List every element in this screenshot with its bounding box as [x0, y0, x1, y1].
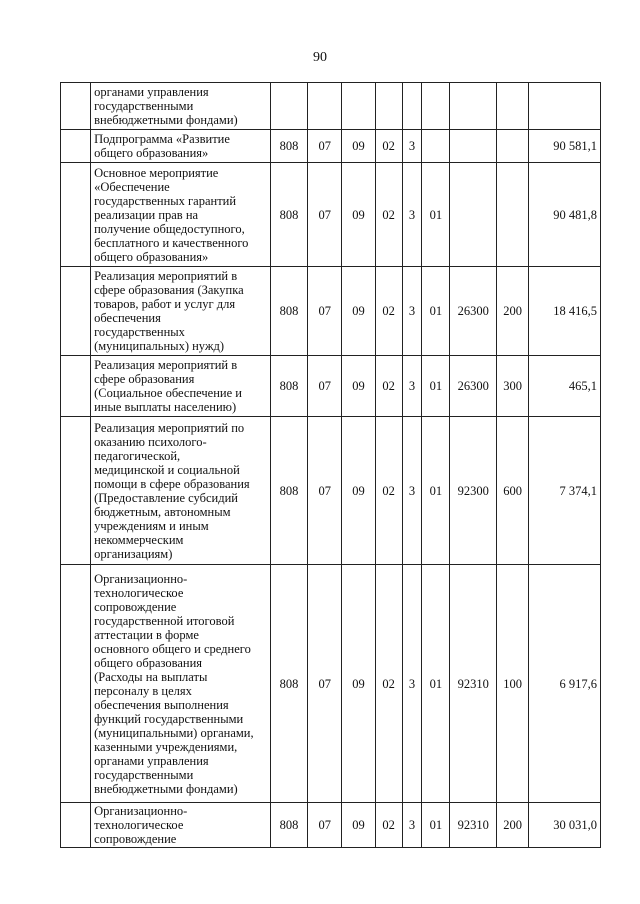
expense-type-cell — [497, 163, 529, 267]
table-row — [61, 803, 601, 848]
ministry-code-cell: 808 — [270, 803, 307, 848]
direction-code-cell: 92300 — [450, 417, 497, 565]
item-name-cell: Организационно- технологическое сопровождение государственной итоговой аттестации в форме основного общего и среднего общего образования (Расходы на выплаты персоналу в целях обеспечения выполнения функций государственными (муниципальными) органами, казенными учреждениями, органами управления государственными внебюджетными фондами) — [91, 565, 271, 803]
activity-code-cell: 01 — [422, 163, 450, 267]
subprogram-code-cell: 3 — [402, 803, 422, 848]
subprogram-code-cell: 3 — [402, 267, 422, 356]
activity-code-cell: 01 — [422, 267, 450, 356]
direction-code-cell: 26300 — [450, 356, 497, 417]
ministry-code-cell: 808 — [270, 417, 307, 565]
activity-code-cell: 01 — [422, 356, 450, 417]
row-spacer-cell — [61, 803, 91, 848]
table-row — [61, 130, 601, 163]
ministry-code-cell: 808 — [270, 163, 307, 267]
subprogram-code-cell: 3 — [402, 565, 422, 803]
program-code-cell: 02 — [375, 267, 402, 356]
direction-code-cell — [450, 83, 497, 130]
subsection-code-cell: 09 — [342, 356, 375, 417]
activity-code-cell — [422, 83, 450, 130]
activity-code-cell — [422, 130, 450, 163]
item-name-cell: Организационно- технологическое сопровождение — [91, 803, 271, 848]
program-code-cell: 02 — [375, 163, 402, 267]
table-row — [61, 565, 601, 803]
section-code-cell: 07 — [308, 356, 342, 417]
row-spacer-cell — [61, 130, 91, 163]
program-code-cell: 02 — [375, 565, 402, 803]
budget-table — [60, 82, 601, 848]
expense-type-cell — [497, 130, 529, 163]
direction-code-cell: 92310 — [450, 803, 497, 848]
amount-cell: 465,1 — [529, 356, 601, 417]
expense-type-cell: 100 — [497, 565, 529, 803]
row-spacer-cell — [61, 356, 91, 417]
item-name-cell: Подпрограмма «Развитие общего образования» — [91, 130, 271, 163]
page-number: 90 — [313, 50, 327, 65]
program-code-cell — [375, 83, 402, 130]
amount-cell: 90 481,8 — [529, 163, 601, 267]
activity-code-cell: 01 — [422, 417, 450, 565]
ministry-code-cell: 808 — [270, 130, 307, 163]
program-code-cell: 02 — [375, 803, 402, 848]
subprogram-code-cell — [402, 83, 422, 130]
item-name-cell: Реализация мероприятий в сфере образования (Закупка товаров, работ и услуг для обеспечения государственных (муниципальных) нужд) — [91, 267, 271, 356]
section-code-cell: 07 — [308, 130, 342, 163]
amount-cell — [529, 83, 601, 130]
item-name-cell: Реализация мероприятий по оказанию психолого- педагогической, медицинской и социальной помощи в сфере образования (Предоставление субсидий бюджетным, автономным учреждениям и иным некоммерческим организациям) — [91, 417, 271, 565]
expense-type-cell — [497, 83, 529, 130]
subsection-code-cell: 09 — [342, 267, 375, 356]
program-code-cell: 02 — [375, 356, 402, 417]
ministry-code-cell — [270, 83, 307, 130]
activity-code-cell: 01 — [422, 565, 450, 803]
section-code-cell: 07 — [308, 565, 342, 803]
subprogram-code-cell: 3 — [402, 163, 422, 267]
expense-type-cell: 600 — [497, 417, 529, 565]
amount-cell: 30 031,0 — [529, 803, 601, 848]
subsection-code-cell — [342, 83, 375, 130]
amount-cell: 90 581,1 — [529, 130, 601, 163]
subsection-code-cell: 09 — [342, 130, 375, 163]
expense-type-cell: 200 — [497, 267, 529, 356]
amount-cell: 6 917,6 — [529, 565, 601, 803]
section-code-cell: 07 — [308, 803, 342, 848]
item-name-cell: Реализация мероприятий в сфере образования (Социальное обеспечение и иные выплаты населению) — [91, 356, 271, 417]
item-name-cell: органами управления государственными внебюджетными фондами) — [91, 83, 271, 130]
row-spacer-cell — [61, 267, 91, 356]
subsection-code-cell: 09 — [342, 163, 375, 267]
row-spacer-cell — [61, 83, 91, 130]
section-code-cell: 07 — [308, 267, 342, 356]
direction-code-cell: 26300 — [450, 267, 497, 356]
subprogram-code-cell: 3 — [402, 356, 422, 417]
section-code-cell — [308, 83, 342, 130]
program-code-cell: 02 — [375, 417, 402, 565]
table-row — [61, 356, 601, 417]
subsection-code-cell: 09 — [342, 565, 375, 803]
table-body — [61, 83, 601, 848]
section-code-cell: 07 — [308, 163, 342, 267]
table-row — [61, 83, 601, 130]
subprogram-code-cell: 3 — [402, 417, 422, 565]
subsection-code-cell: 09 — [342, 803, 375, 848]
program-code-cell: 02 — [375, 130, 402, 163]
table-row — [61, 267, 601, 356]
table-row — [61, 163, 601, 267]
subprogram-code-cell: 3 — [402, 130, 422, 163]
ministry-code-cell: 808 — [270, 565, 307, 803]
direction-code-cell — [450, 130, 497, 163]
row-spacer-cell — [61, 417, 91, 565]
item-name-cell: Основное мероприятие «Обеспечение государственных гарантий реализации прав на получение общедоступного, бесплатного и качественного общего образования» — [91, 163, 271, 267]
row-spacer-cell — [61, 163, 91, 267]
expense-type-cell: 300 — [497, 356, 529, 417]
table-row — [61, 417, 601, 565]
row-spacer-cell — [61, 565, 91, 803]
amount-cell: 18 416,5 — [529, 267, 601, 356]
expense-type-cell: 200 — [497, 803, 529, 848]
direction-code-cell: 92310 — [450, 565, 497, 803]
subsection-code-cell: 09 — [342, 417, 375, 565]
amount-cell: 7 374,1 — [529, 417, 601, 565]
ministry-code-cell: 808 — [270, 356, 307, 417]
section-code-cell: 07 — [308, 417, 342, 565]
activity-code-cell: 01 — [422, 803, 450, 848]
ministry-code-cell: 808 — [270, 267, 307, 356]
direction-code-cell — [450, 163, 497, 267]
